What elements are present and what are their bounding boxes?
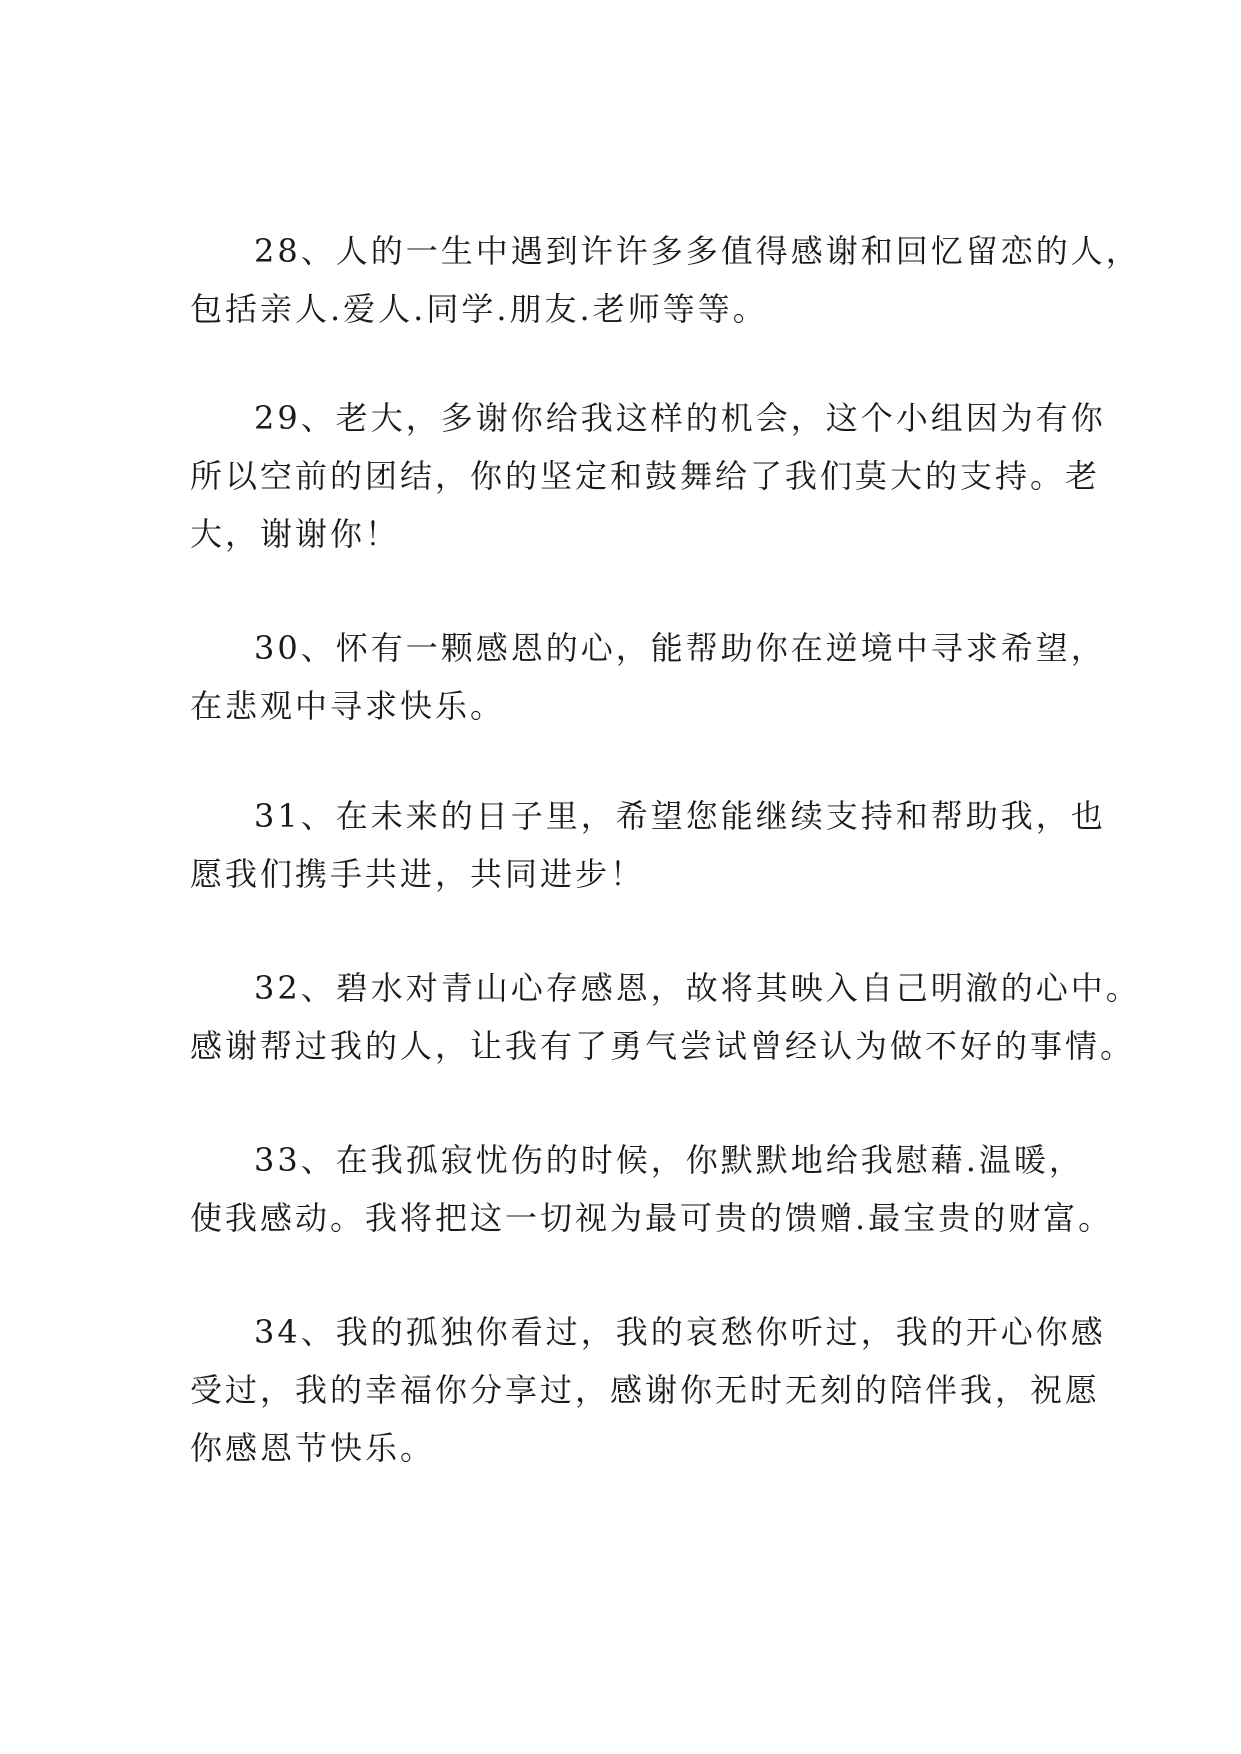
paragraph-line: 你感恩节快乐。 [190, 1429, 436, 1467]
paragraph-line: 30、怀有一颗感恩的心，能帮助你在逆境中寻求希望， [254, 629, 1106, 667]
paragraph-30 [190, 619, 1106, 735]
paragraph-line: 29、老大，多谢你给我这样的机会，这个小组因为有你 [254, 399, 1106, 437]
paragraph-line: 31、在未来的日子里，希望您能继续支持和帮助我，也 [254, 797, 1106, 835]
paragraph-29 [190, 389, 1106, 563]
paragraph-line: 28、人的一生中遇到许许多多值得感谢和回忆留恋的人， [254, 232, 1141, 270]
paragraph-line: 32、碧水对青山心存感恩，故将其映入自己明澈的心中。 [254, 969, 1141, 1007]
paragraph-33 [190, 1131, 1114, 1247]
paragraph-line: 感谢帮过我的人，让我有了勇气尝试曾经认为做不好的事情。 [190, 1027, 1136, 1065]
paragraph-line: 愿我们携手共进，共同进步！ [190, 855, 646, 893]
paragraph-line: 33、在我孤寂忧伤的时候，你默默地给我慰藉.温暖， [254, 1141, 1084, 1179]
paragraph-line: 所以空前的团结，你的坚定和鼓舞给了我们莫大的支持。老 [190, 457, 1101, 495]
paragraph-line: 使我感动。我将把这一切视为最可贵的馈赠.最宝贵的财富。 [190, 1199, 1114, 1237]
paragraph-31 [190, 787, 1106, 903]
paragraph-line: 大，谢谢你！ [190, 515, 401, 553]
paragraph-28 [190, 222, 1141, 338]
paragraph-line: 包括亲人.爱人.同学.朋友.老师等等。 [190, 290, 768, 328]
paragraph-34 [190, 1303, 1106, 1477]
paragraph-line: 在悲观中寻求快乐。 [190, 687, 506, 725]
paragraph-line: 受过，我的幸福你分享过，感谢你无时无刻的陪伴我，祝愿 [190, 1371, 1101, 1409]
paragraph-32 [190, 959, 1141, 1075]
paragraph-line: 34、我的孤独你看过，我的哀愁你听过，我的开心你感 [254, 1313, 1106, 1351]
